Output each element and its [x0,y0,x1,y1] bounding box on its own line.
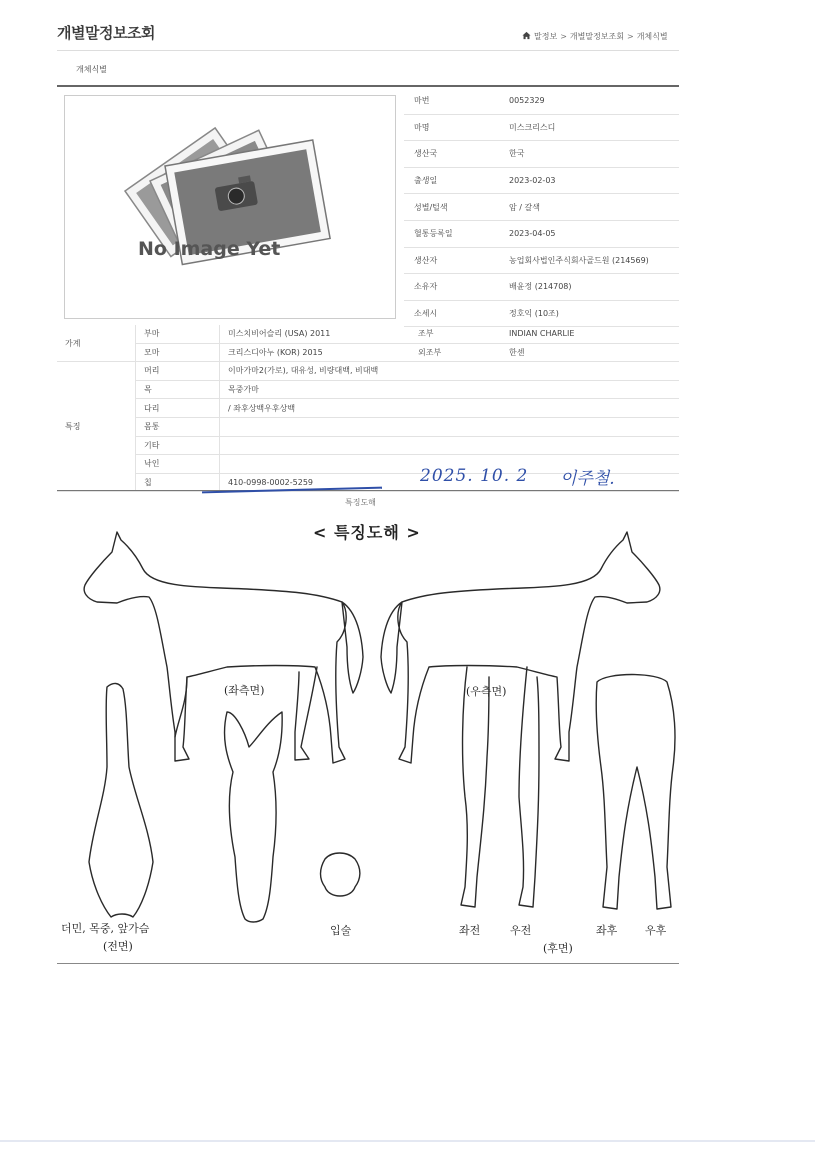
label-right-hind: 우후 [645,924,667,937]
row-value: 한국 [499,141,679,168]
row-label: 출생일 [404,167,499,194]
divider [57,85,679,87]
page-title: 개별말정보조회 [57,24,155,42]
row-value: / 좌후상백우후상백 [220,399,680,418]
row-label: 몸통 [136,417,220,436]
breadcrumb-item[interactable]: 말정보 [534,32,558,41]
row-value: 정호익 (10조) [499,300,679,327]
home-icon[interactable] [522,31,531,42]
row-value: 미스크리스디 [499,114,679,141]
table-row [57,325,679,343]
row-label: 마번 [404,88,499,114]
table-row [404,88,679,114]
chevron-right-icon: > [560,32,567,41]
table-row [404,167,679,194]
table-row [57,362,679,381]
row-value: 배윤정 (214708) [499,274,679,301]
row-label: 칩 [136,473,220,492]
label-rear-view: (후면) [543,942,573,955]
row-value: 목중가마 [220,380,680,399]
row-value: 410-0998-0002-5259 [220,473,680,492]
table-row [404,194,679,221]
row-label: 생산자 [404,247,499,274]
breadcrumb-item[interactable]: 개별말정보조회 [569,32,624,41]
table-row [404,114,679,141]
label-right-side: (우측면) [466,685,507,698]
horse-outline-diagram [57,507,679,963]
table-row [57,343,679,362]
row-value: 크리스디아누 (KOR) 2015 [220,343,411,362]
divider [57,490,679,491]
row-label: 부마 [136,325,220,343]
section-caption: 특징도해 [345,498,376,507]
table-row [57,417,679,436]
row-value: INDIAN CHARLIE [501,325,679,343]
row-label: 생산국 [404,141,499,168]
row-label: 낙인 [136,455,220,474]
label-right-fore: 우전 [510,924,532,937]
row-value: 이마가마2(가로), 대유성, 비량대백, 비대백 [220,362,680,381]
row-label: 소세시 [404,300,499,327]
label-front-parts: 더민, 목중, 앞가슴 [61,922,150,935]
row-label: 외조부 [410,343,501,362]
tab-individual-id[interactable]: 개체식별 [76,65,107,74]
row-label: 마명 [404,114,499,141]
row-value: 한센 [501,343,679,362]
table-row [404,300,679,327]
label-lips: 입술 [330,924,352,937]
breadcrumb [522,31,668,42]
row-label: 목 [136,380,220,399]
label-left-side: (좌측면) [224,684,265,697]
row-label: 혈통등록일 [404,220,499,247]
chevron-right-icon: > [627,32,634,41]
horse-info-table [404,88,679,327]
row-value: 2023-04-05 [499,220,679,247]
table-row [404,220,679,247]
no-image-icon [65,96,395,318]
label-left-hind: 좌후 [596,924,618,937]
table-row [404,141,679,168]
signature: 이주철. [560,469,615,489]
row-label: 기타 [136,436,220,455]
row-label: 조부 [410,325,501,343]
table-row [57,436,679,455]
row-label: 다리 [136,399,220,418]
row-label: 머리 [136,362,220,381]
table-row [57,380,679,399]
diagram-title: < 특징도해 > [313,523,421,542]
row-value: 2023-02-03 [499,167,679,194]
table-row [57,399,679,418]
row-label: 소유자 [404,274,499,301]
row-value [220,436,680,455]
group-label: 가계 [57,325,136,362]
table-row [404,247,679,274]
row-value: 암 / 갈색 [499,194,679,221]
handwritten-date: 2025. 10. 2 [420,466,529,486]
row-value: 농업회사법인주식회사골드원 (214569) [499,247,679,274]
no-image-text: No Image Yet [138,238,281,260]
row-value [220,417,680,436]
row-label: 모마 [136,343,220,362]
row-value: 0052329 [499,88,679,114]
breadcrumb-item[interactable]: 개체식별 [636,32,668,41]
row-label: 성별/털색 [404,194,499,221]
horse-photo-placeholder [64,95,396,319]
group-label: 특징 [57,362,136,492]
divider [57,50,679,51]
table-row [404,274,679,301]
label-front-view: (전면) [103,940,133,953]
row-value: 미스치비어슬리 (USA) 2011 [220,325,411,343]
label-left-fore: 좌전 [459,924,481,937]
page-footer-bar [0,1140,815,1142]
